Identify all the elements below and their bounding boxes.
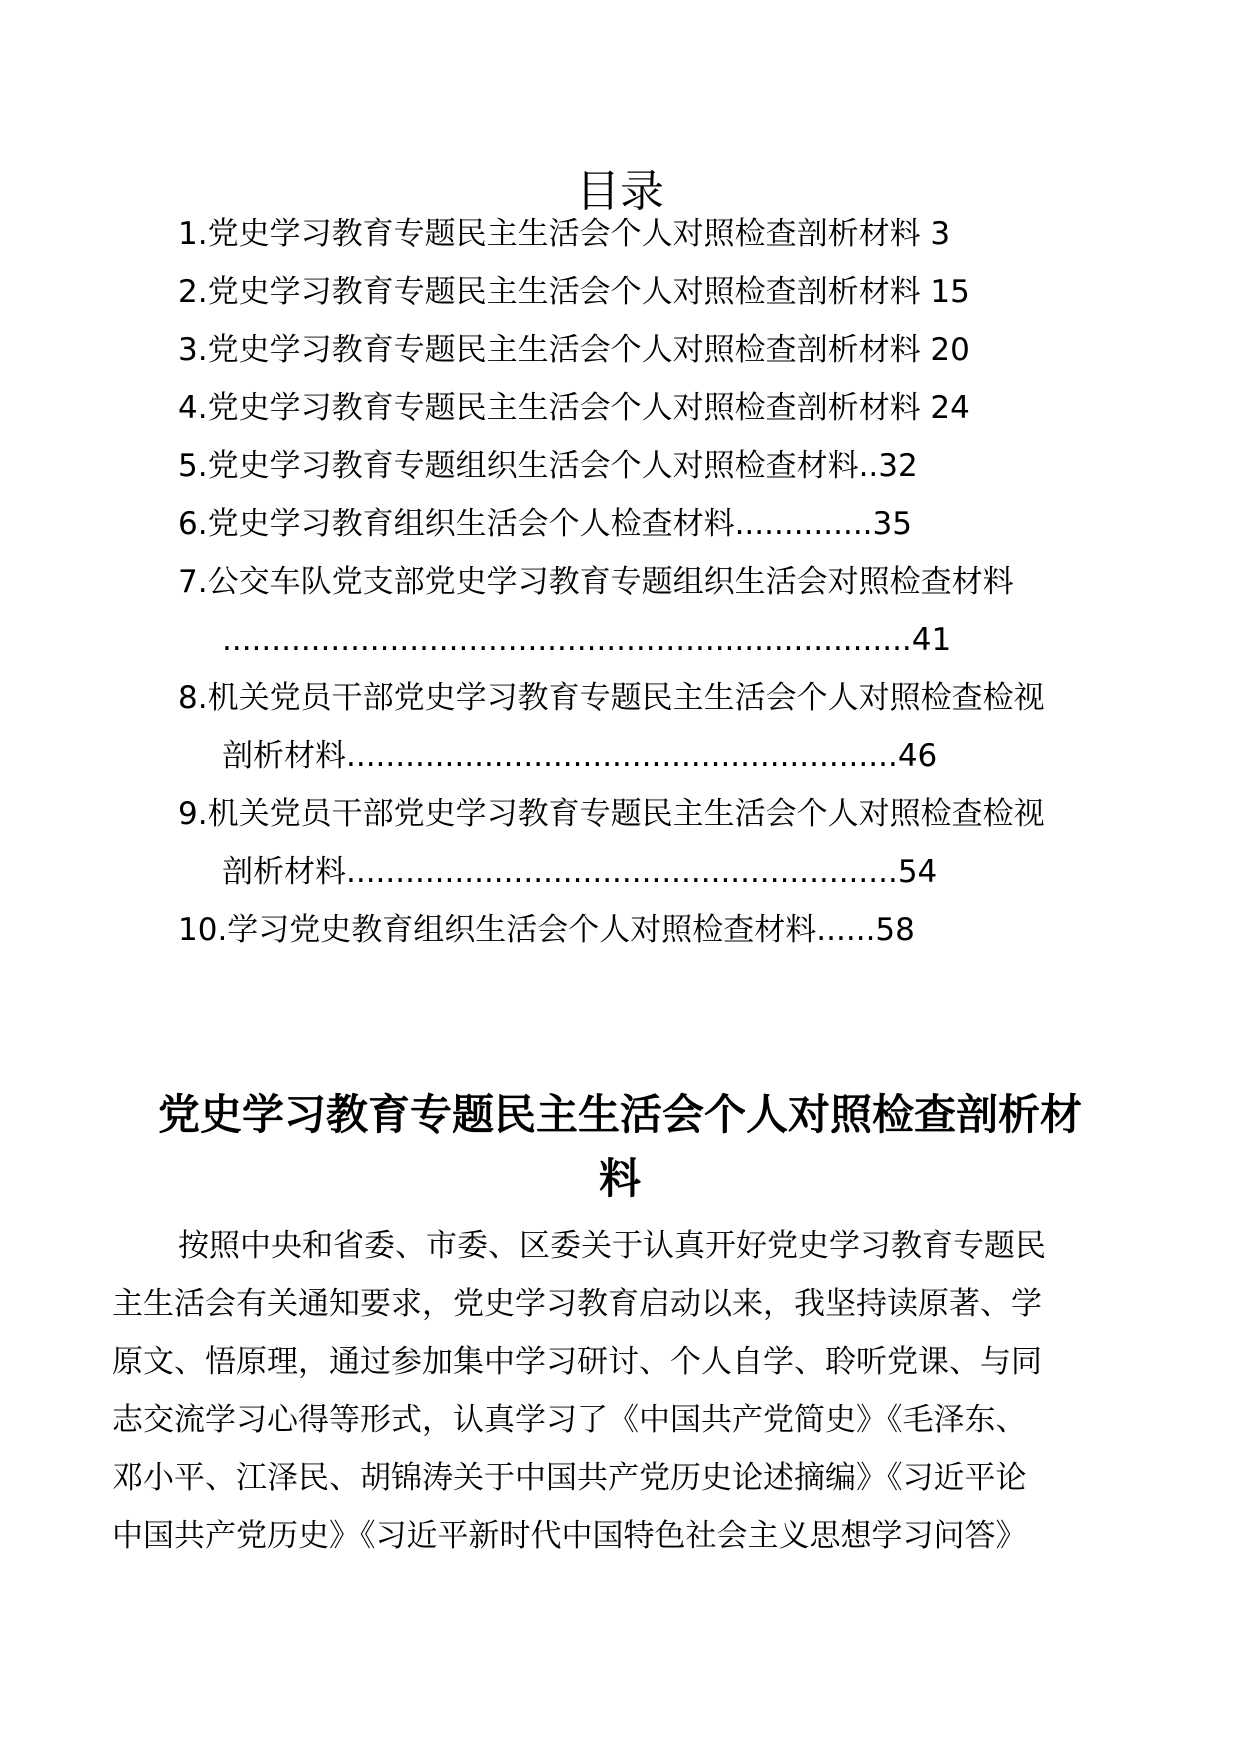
toc-entry-8: 8.机关党员干部党史学习教育专题民主生活会个人对照检查检视 (178, 680, 1045, 716)
toc-entry-6: 6.党史学习教育组织生活会个人检查材料..............35 (178, 506, 912, 542)
document-title-line-2: 料 (598, 1154, 641, 1203)
body-text-line-6: 中国共产党历史》《习近平新时代中国特色社会主义思想学习问答》 (112, 1518, 1027, 1554)
document-title-line-1: 党史学习教育专题民主生活会个人对照检查剖析材 (157, 1090, 1082, 1139)
toc-entry-8-page: 剖析材料........................................................46 (222, 738, 938, 774)
toc-entry-7: 7.公交车队党支部党史学习教育专题组织生活会对照检查材料 (178, 564, 1014, 600)
body-text-line-3: 原文、悟原理，通过参加集中学习研讨、个人自学、聆听党课、与同 (112, 1344, 1042, 1380)
body-text-line-4: 志交流学习心得等形式，认真学习了《中国共产党简史》《毛泽东、 (112, 1402, 1027, 1438)
document-title (100, 1083, 1140, 1211)
toc-entry-7-page: ......................................................................41 (222, 622, 952, 658)
toc-entry-1: 1.党史学习教育专题民主生活会个人对照检查剖析材料 3 (178, 216, 951, 252)
toc-entry-4: 4.党史学习教育专题民主生活会个人对照检查剖析材料 24 (178, 390, 970, 426)
toc-entry-5: 5.党史学习教育专题组织生活会个人对照检查材料..32 (178, 448, 918, 484)
toc-entry-2: 2.党史学习教育专题民主生活会个人对照检查剖析材料 15 (178, 274, 970, 310)
body-text-line-5: 邓小平、江泽民、胡锦涛关于中国共产党历史论述摘编》《习近平论 (112, 1460, 1027, 1496)
toc-entry-10: 10.学习党史教育组织生活会个人对照检查材料......58 (178, 912, 915, 948)
toc-title: 目录 (576, 166, 664, 217)
body-text-line-1: 按照中央和省委、市委、区委关于认真开好党史学习教育专题民 (178, 1228, 1046, 1264)
toc-entry-9: 9.机关党员干部党史学习教育专题民主生活会个人对照检查检视 (178, 796, 1045, 832)
body-text-line-2: 主生活会有关通知要求，党史学习教育启动以来，我坚持读原著、学 (112, 1286, 1042, 1322)
toc-entry-9-page: 剖析材料........................................................54 (222, 854, 938, 890)
toc-entry-3: 3.党史学习教育专题民主生活会个人对照检查剖析材料 20 (178, 332, 970, 368)
